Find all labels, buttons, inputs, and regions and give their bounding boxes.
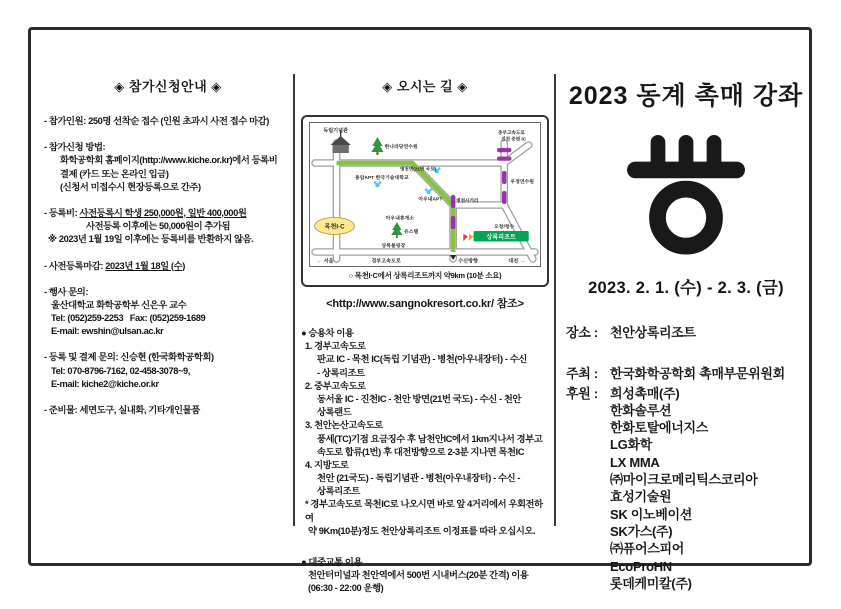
route-3-line: 속도로 합류(1번) 후 대전방향으로 2-3분 지나면 목천IC xyxy=(317,446,525,457)
sponsor-row xyxy=(566,385,806,402)
tree-icons xyxy=(371,137,402,238)
how-to-apply-block xyxy=(44,141,292,194)
deadline-date-underlined: 2023년 1월 18일 (수) xyxy=(105,260,185,271)
flag-icon xyxy=(463,234,468,241)
sponsor-item: 효성기술원 xyxy=(610,489,672,505)
route-1-heading: 1. 경부고속도로 xyxy=(305,341,366,352)
transit-heading: ● 대중교통 이용 xyxy=(301,557,363,567)
payment-contact-heading: - 등록 및 결제 문의: 신승현 (한국화학공학회) xyxy=(44,352,214,363)
map-label-jungbu-expwy: 중부고속도로 xyxy=(498,130,525,135)
sponsor-label: 후원 : xyxy=(566,385,598,401)
route-note-line: * 경부고속도로 목천IC로 나오시면 바로 앞 4거리에서 우회전하여 xyxy=(305,499,543,523)
registration-column xyxy=(44,72,292,430)
fee-line xyxy=(44,207,292,220)
map-caption: ○ 목천I·C에서 상록리조트까지 약9km (10분 소요) xyxy=(348,271,502,280)
route-2-line: 상록랜드 xyxy=(317,407,352,418)
event-column xyxy=(566,62,806,592)
sponsor-item: 희성촉매(주) xyxy=(610,385,680,401)
map-label-byeongcheon-road: 병천면(21번 국도) xyxy=(399,166,437,172)
route-2-heading: 2. 중부고속도로 xyxy=(305,380,366,391)
sponsor-item: ㈜퓨어스피어 xyxy=(610,541,684,557)
venue-value: 천안상록리조트 xyxy=(610,325,696,340)
sponsor-item: 한화솔루션 xyxy=(610,402,672,418)
event-contact-name: 울산대학교 화학공학부 신은우 교수 xyxy=(51,299,187,310)
access-map-drawing xyxy=(310,123,540,266)
event-contact-heading: - 행사 문의: xyxy=(44,286,89,297)
host-value: 한국화학공학회 촉매부문위원회 xyxy=(610,366,785,382)
map-frame xyxy=(301,115,549,287)
fee-refund-note: ※ 2023년 1월 19일 이후에는 등록비를 반환하지 않음. xyxy=(48,234,254,245)
map-label-awunae-apt: 아우내APT xyxy=(418,197,443,203)
map-label-ochang: 오창/청수 xyxy=(494,225,515,230)
event-contact-phone: Tel: (052)259-2253 Fax: (052)259-1689 xyxy=(51,313,206,324)
apply-method-line: 결제 (카드 또는 온라인 입금) xyxy=(60,168,169,179)
attendance-block xyxy=(44,115,292,128)
payment-contact-email: E-mail: kiche2@kiche.or.kr xyxy=(51,378,159,389)
payment-contact-phone: Tel: 070-8796-7162, 02-458-3078~9, xyxy=(51,365,190,376)
mokcheon-ic-label: 목천I·C xyxy=(324,224,345,231)
resort-badge xyxy=(463,231,528,242)
map-label-bowling: 상록볼링장 xyxy=(381,244,406,249)
attendance-line: - 참가인원: 250명 선착순 접수 (인원 초과시 사전 접수 마감) xyxy=(44,116,269,126)
transit-line: (06:30 - 22:00 운행) xyxy=(308,583,384,594)
resort-label: 상록리조트 xyxy=(486,234,516,241)
event-contact-email: E-mail: ewshin@ulsan.ac.kr xyxy=(51,326,164,337)
host-row xyxy=(566,365,806,382)
route-3-line: 풍세(TC)기점 요금징수 후 남천안IC에서 1km지나서 경부고 xyxy=(317,433,543,444)
map-label-crossroad: 병천사거리 xyxy=(456,198,479,203)
logo-area xyxy=(566,134,806,256)
by-car-block xyxy=(301,327,549,538)
sponsor-item: 한화토탈에너지스 xyxy=(610,420,709,436)
deadline-block xyxy=(44,260,292,273)
flag-icon xyxy=(469,234,474,241)
map-label-youth-hostel: 유스텔 xyxy=(404,230,419,235)
sponsor-item: LG화학 xyxy=(610,437,652,453)
apply-method-line: (신청서 미접수시 현장등록으로 간주) xyxy=(60,181,201,192)
host-label: 주최 : xyxy=(566,366,598,382)
registration-section-title: ◈ 참가신청안내 ◈ xyxy=(114,79,222,94)
route-1-line: - 상록리조트 xyxy=(317,367,365,378)
access-map xyxy=(309,122,541,267)
sponsor-item: LX MMA xyxy=(610,454,660,470)
directions-column xyxy=(301,72,549,609)
route-4-line: 상록리조트 xyxy=(317,486,360,497)
by-car-heading: ● 승용차 이용 xyxy=(301,328,354,338)
directions-section-title: ◈ 오시는 길 ◈ xyxy=(382,79,468,94)
deadline-line xyxy=(44,260,292,273)
map-label-independence-hall: 독립기념관 xyxy=(323,128,348,134)
map-label-training-center: 한나라당연수원 xyxy=(384,145,418,150)
route-1-line: 판교 IC - 목천 IC(독립 기념관) - 병천(아우내장터) - 수신 xyxy=(317,354,527,365)
fee-label: - 등록비: xyxy=(44,207,80,218)
deadline-label: - 사전등록마감: xyxy=(44,260,106,271)
apply-method-heading: - 참가신청 방법: xyxy=(44,142,106,153)
fee-block xyxy=(44,207,292,247)
venue-row xyxy=(566,324,806,341)
fee-amount-underlined: 사전등록시 학생 250,000원, 일반 400,000원 xyxy=(79,207,247,218)
map-label-rest-area: 아우내휴게소 xyxy=(385,216,415,222)
transit-line: 천안터미널과 천안역에서 500번 시내버스(20분 간격) 이용 xyxy=(308,570,529,581)
venue-label: 장소 : xyxy=(566,325,598,340)
column-divider-left xyxy=(293,74,295,526)
map-label-susin: 수신방향 xyxy=(458,258,478,265)
map-label-yongam-apt: 용암APT 한국기술대학교 xyxy=(354,176,409,181)
resort-url-note: <http://www.sangnokresort.co.kr/ 참조> xyxy=(326,298,524,310)
map-label-jungbu-ic: 진천 증평 IC xyxy=(501,136,527,142)
route-note-line: 약 9Km(10분)정도 천안상록리조트 이정표를 따라 오십시오. xyxy=(308,525,536,536)
transit-block xyxy=(301,556,549,596)
catalysis-logo-icon xyxy=(627,134,745,256)
sponsor-item: ㈜마이크로메리틱스코리아 xyxy=(610,472,758,488)
route-4-heading: 4. 지방도로 xyxy=(305,459,349,470)
map-label-gyeongbu-expwy: 경부고속도로 xyxy=(371,258,401,265)
route-2-line: 동서울 IC - 진천IC - 천안 방면(21번 국도) - 수신 - 천안 xyxy=(317,393,522,404)
route-3-heading: 3. 천안논산고속도로 xyxy=(305,420,383,431)
fee-extra-line: 사전등록 이후에는 50,000원이 추가됨 xyxy=(86,221,231,232)
event-dates: 2023. 2. 1. (수) - 2. 3. (금) xyxy=(588,279,784,297)
route-4-line: 천안 (21국도) - 독립기념관 - 병천(아우내장터) - 수신 - xyxy=(317,473,521,484)
payment-contact-block xyxy=(44,351,292,391)
map-label-daejeon: 대전 → xyxy=(508,258,525,265)
map-label-post-center: 우정연수원 xyxy=(510,180,535,185)
map-label-seoul: ← 서울 xyxy=(317,258,334,265)
mokcheon-ic-badge xyxy=(315,218,355,235)
sponsor-item: SK 이노베이션 xyxy=(610,506,693,522)
event-title: 2023 동계 촉매 강좌 xyxy=(568,82,804,110)
sponsor-item: SK가스(주) xyxy=(610,523,673,539)
apply-method-line: 화학공학회 홈페이지(http://www.kiche.or.kr)에서 등록비 xyxy=(60,155,278,166)
sponsor-item: EcoProHN xyxy=(610,558,672,574)
supplies-block xyxy=(44,404,292,417)
supplies-line: - 준비물: 세면도구, 실내화, 기타개인물품 xyxy=(44,405,200,415)
event-contact-block xyxy=(44,286,292,339)
sponsor-item: 롯데케미칼(주) xyxy=(610,575,692,591)
column-divider-right xyxy=(554,74,556,526)
